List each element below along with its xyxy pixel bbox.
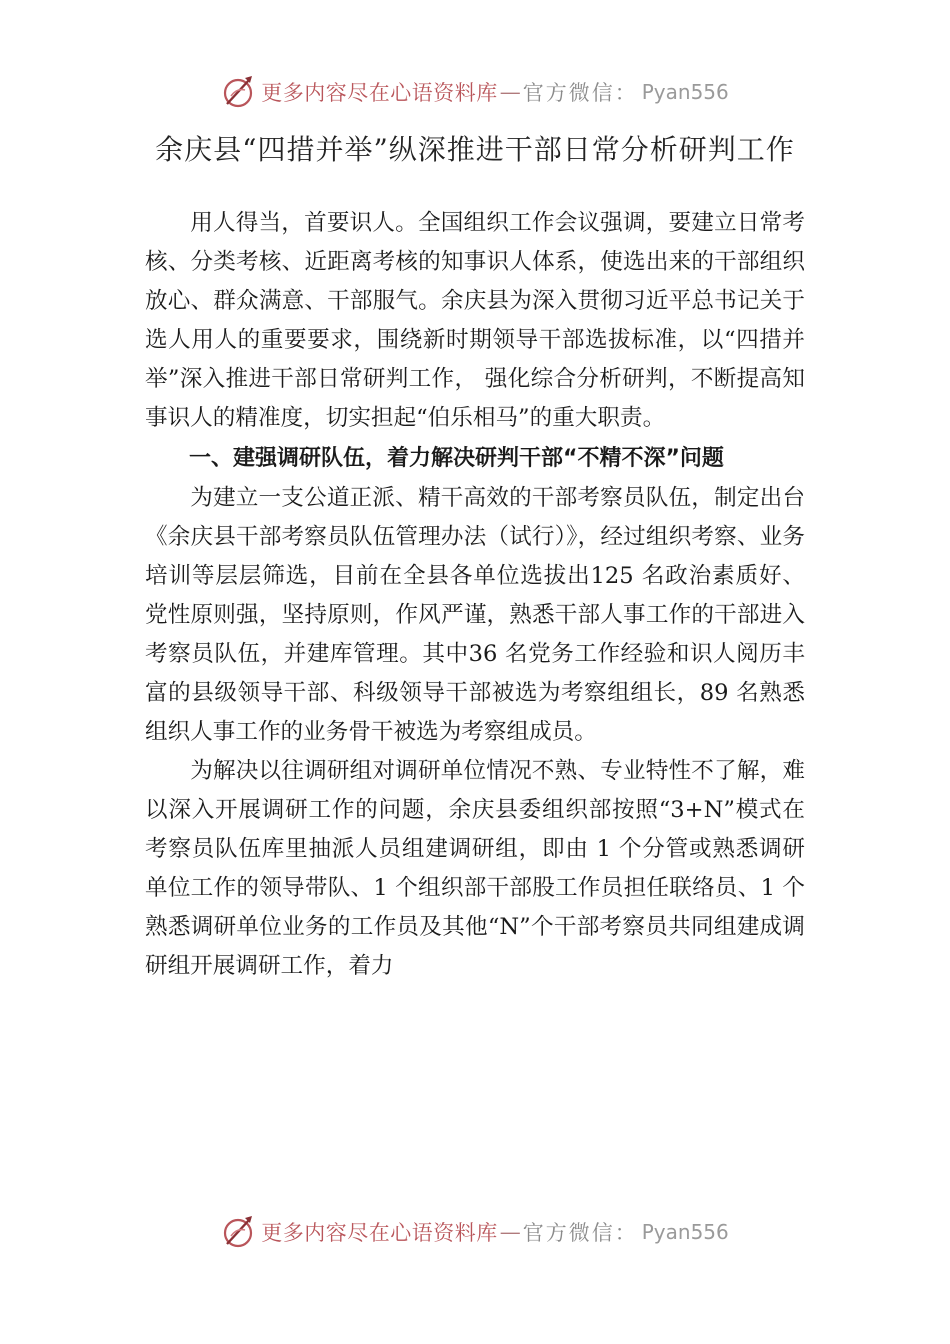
banner-wechat-label: 官方微信： bbox=[522, 1221, 638, 1245]
banner-wechat-id: Pyan556 bbox=[641, 80, 729, 104]
banner-separator: — bbox=[499, 80, 521, 104]
intro-paragraph: 用人得当，首要识人。全国组织工作会议强调，要建立日常考核、分类考核、近距离考核的知事识人体系，使选出来的干部组织放心、群众满意、干部服气。余庆县为深入贯彻习近平总书记关于选人用人的重要要求，围绕新时期领导干部选拔标准，以“四措并举”深入推进干部日常研判工作， 强化综合分析研判，不断提高知事识人的精准度，切实担起“伯乐相马”的重大职责。 bbox=[145, 210, 805, 431]
body-paragraph: 为解决以往调研组对调研单位情况不熟、专业特性不了解，难以深入开展调研工作的问题，余庆县委组织部按照“3+N”模式在考察员队伍库里抽派人员组建调研组，即由 1 个分管或熟悉调研单位工作的领导带队、1 个组织部干部股工作员担任联络员、1 个熟悉调研单位业务的工作员及其他“N”个干部考察员共同组建成调研组开展调研工作，着力 bbox=[145, 758, 805, 979]
header-watermark-banner bbox=[0, 72, 950, 112]
banner-text: 更多内容尽在心语资料库 bbox=[261, 1221, 498, 1245]
banner-wechat-id: Pyan556 bbox=[641, 1220, 729, 1244]
banner-text: 更多内容尽在心语资料库 bbox=[261, 81, 498, 105]
body-paragraph: 为建立一支公道正派、精干高效的干部考察员队伍，制定出台《余庆县干部考察员队伍管理办法（试行）》，经过组织考察、业务培训等层层筛选，目前在全县各单位选拔出125 名政治素质好、党性原则强，坚持原则，作风严谨，熟悉干部人事工作的干部进入考察员队伍，并建库管理。其中36 名党务工作经验和识人阅历丰富的县级领导干部、科级领导干部被选为考察组组长，89 名熟悉组织人事工作的业务骨干被选为考察组成员。 bbox=[145, 485, 805, 745]
pen-logo-icon bbox=[221, 74, 257, 110]
document-title: 余庆县“四措并举”纵深推进干部日常分析研判工作 bbox=[155, 133, 795, 166]
footer-watermark-banner bbox=[0, 1212, 950, 1252]
banner-separator: — bbox=[499, 1220, 521, 1244]
document-body bbox=[145, 204, 805, 986]
banner-wechat-label: 官方微信： bbox=[522, 81, 638, 105]
pen-logo-icon bbox=[221, 1214, 257, 1250]
section-heading: 一、建强调研队伍，着力解决研判干部“不精不深”问题 bbox=[189, 446, 724, 471]
